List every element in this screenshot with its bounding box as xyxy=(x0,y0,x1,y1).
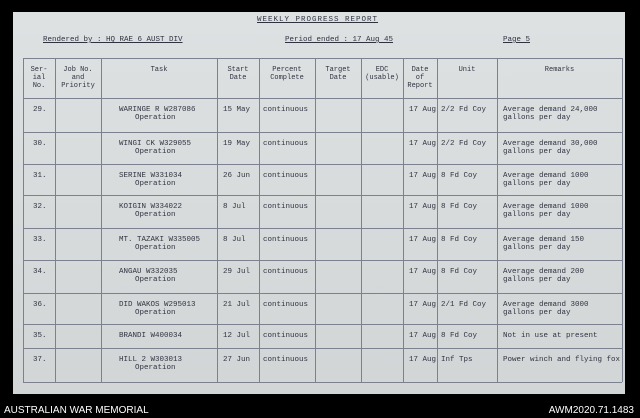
unit: 8 Fd Coy xyxy=(441,268,478,276)
start-date: 15 May xyxy=(223,106,251,114)
serial-number: 34. xyxy=(33,268,47,276)
column-rule-5 xyxy=(315,58,316,382)
report-date: 17 Aug xyxy=(409,106,437,114)
task-name: HILL 2 W303013 xyxy=(119,356,183,364)
row-rule-7 xyxy=(23,293,622,294)
start-date: 29 Jul xyxy=(223,268,251,276)
remarks: Average demand 30,000 xyxy=(503,140,598,148)
column-rule-1 xyxy=(55,58,56,382)
percent-complete: continuous xyxy=(263,301,309,309)
column-header: Target Date xyxy=(325,66,351,82)
task-type: Operation xyxy=(135,148,176,156)
row-rule-9 xyxy=(23,348,622,349)
task-name: WARINGE R W287086 xyxy=(119,106,196,114)
remarks-continued: gallons per day xyxy=(503,211,571,219)
report-date: 17 Aug xyxy=(409,301,437,309)
report-date: 17 Aug xyxy=(409,203,437,211)
footer-accession: AWM2020.71.1483 xyxy=(548,405,634,416)
column-rule-8 xyxy=(437,58,438,382)
task-type: Operation xyxy=(135,211,176,219)
serial-number: 37. xyxy=(33,356,47,364)
unit: 2/2 Fd Coy xyxy=(441,140,487,148)
report-date: 17 Aug xyxy=(409,356,437,364)
remarks: Average demand 1000 xyxy=(503,203,589,211)
column-rule-0 xyxy=(23,58,24,382)
column-rule-2 xyxy=(101,58,102,382)
report-date: 17 Aug xyxy=(409,236,437,244)
task-name: WINGI CK W329055 xyxy=(119,140,192,148)
task-name: ANGAU W332035 xyxy=(119,268,178,276)
report-date: 17 Aug xyxy=(409,172,437,180)
percent-complete: continuous xyxy=(263,106,309,114)
footer-credit: AUSTRALIAN WAR MEMORIAL xyxy=(4,405,149,416)
task-name: KOIGIN W334022 xyxy=(119,203,183,211)
percent-complete: continuous xyxy=(263,268,309,276)
report-date: 17 Aug xyxy=(409,332,437,340)
serial-number: 31. xyxy=(33,172,47,180)
serial-number: 35. xyxy=(33,332,47,340)
percent-complete: continuous xyxy=(263,140,309,148)
column-header: Unit xyxy=(458,66,476,74)
unit: 8 Fd Coy xyxy=(441,203,478,211)
period-ended: Period ended : 17 Aug 45 xyxy=(285,36,394,44)
task-name: DID WAKOS W295013 xyxy=(119,301,196,309)
report-title: WEEKLY PROGRESS REPORT xyxy=(257,16,379,24)
remarks-continued: gallons per day xyxy=(503,148,571,156)
column-rule-9 xyxy=(497,58,498,382)
remarks: Power winch and flying fox xyxy=(503,356,621,364)
serial-number: 30. xyxy=(33,140,47,148)
document-page xyxy=(13,12,625,394)
percent-complete: continuous xyxy=(263,332,309,340)
start-date: 27 Jun xyxy=(223,356,251,364)
row-rule-5 xyxy=(23,228,622,229)
task-name: MT. TAZAKI W335005 xyxy=(119,236,201,244)
start-date: 8 Jul xyxy=(223,203,246,211)
column-rule-10 xyxy=(622,58,623,382)
remarks: Not in use at present xyxy=(503,332,598,340)
remarks: Average demand 1000 xyxy=(503,172,589,180)
column-header: Date of Report xyxy=(407,66,433,90)
task-name: BRANDI W400034 xyxy=(119,332,183,340)
column-header: Percent Complete xyxy=(270,66,304,82)
column-rule-4 xyxy=(259,58,260,382)
serial-number: 33. xyxy=(33,236,47,244)
serial-number: 36. xyxy=(33,301,47,309)
task-type: Operation xyxy=(135,244,176,252)
unit: 2/2 Fd Coy xyxy=(441,106,487,114)
remarks-continued: gallons per day xyxy=(503,180,571,188)
task-type: Operation xyxy=(135,276,176,284)
start-date: 8 Jul xyxy=(223,236,246,244)
percent-complete: continuous xyxy=(263,236,309,244)
row-rule-6 xyxy=(23,260,622,261)
unit: Inf Tps xyxy=(441,356,473,364)
remarks: Average demand 3000 xyxy=(503,301,589,309)
rendered-by: Rendered by : HQ RAE 6 AUST DIV xyxy=(43,36,183,44)
remarks-continued: gallons per day xyxy=(503,244,571,252)
unit: 8 Fd Coy xyxy=(441,236,478,244)
row-rule-3 xyxy=(23,164,622,165)
remarks-continued: gallons per day xyxy=(503,114,571,122)
task-type: Operation xyxy=(135,114,176,122)
column-header: Task xyxy=(150,66,168,74)
percent-complete: continuous xyxy=(263,172,309,180)
column-header: Ser- ial No. xyxy=(30,66,48,90)
start-date: 12 Jul xyxy=(223,332,251,340)
column-header: Remarks xyxy=(544,66,575,74)
row-rule-4 xyxy=(23,195,622,196)
column-rule-7 xyxy=(403,58,404,382)
column-header: EDC (usable) xyxy=(365,66,399,82)
row-rule-1 xyxy=(23,98,622,99)
column-rule-3 xyxy=(217,58,218,382)
start-date: 21 Jul xyxy=(223,301,251,309)
unit: 8 Fd Coy xyxy=(441,172,478,180)
report-date: 17 Aug xyxy=(409,268,437,276)
task-type: Operation xyxy=(135,309,176,317)
row-rule-0 xyxy=(23,58,622,59)
task-type: Operation xyxy=(135,180,176,188)
report-date: 17 Aug xyxy=(409,140,437,148)
unit: 2/1 Fd Coy xyxy=(441,301,487,309)
page-number: Page 5 xyxy=(503,36,531,44)
remarks-continued: gallons per day xyxy=(503,276,571,284)
column-header: Start Date xyxy=(227,66,249,82)
task-name: SERINE W331034 xyxy=(119,172,183,180)
column-header: Job No. and Priority xyxy=(61,66,95,90)
remarks: Average demand 200 xyxy=(503,268,585,276)
remarks-continued: gallons per day xyxy=(503,309,571,317)
row-rule-2 xyxy=(23,132,622,133)
task-type: Operation xyxy=(135,364,176,372)
percent-complete: continuous xyxy=(263,356,309,364)
row-rule-8 xyxy=(23,324,622,325)
row-rule-10 xyxy=(23,382,622,383)
start-date: 19 May xyxy=(223,140,251,148)
column-rule-6 xyxy=(361,58,362,382)
start-date: 26 Jun xyxy=(223,172,251,180)
remarks: Average demand 24,000 xyxy=(503,106,598,114)
serial-number: 32. xyxy=(33,203,47,211)
percent-complete: continuous xyxy=(263,203,309,211)
remarks: Average demand 150 xyxy=(503,236,585,244)
unit: 8 Fd Coy xyxy=(441,332,478,340)
serial-number: 29. xyxy=(33,106,47,114)
progress-table xyxy=(23,58,622,382)
